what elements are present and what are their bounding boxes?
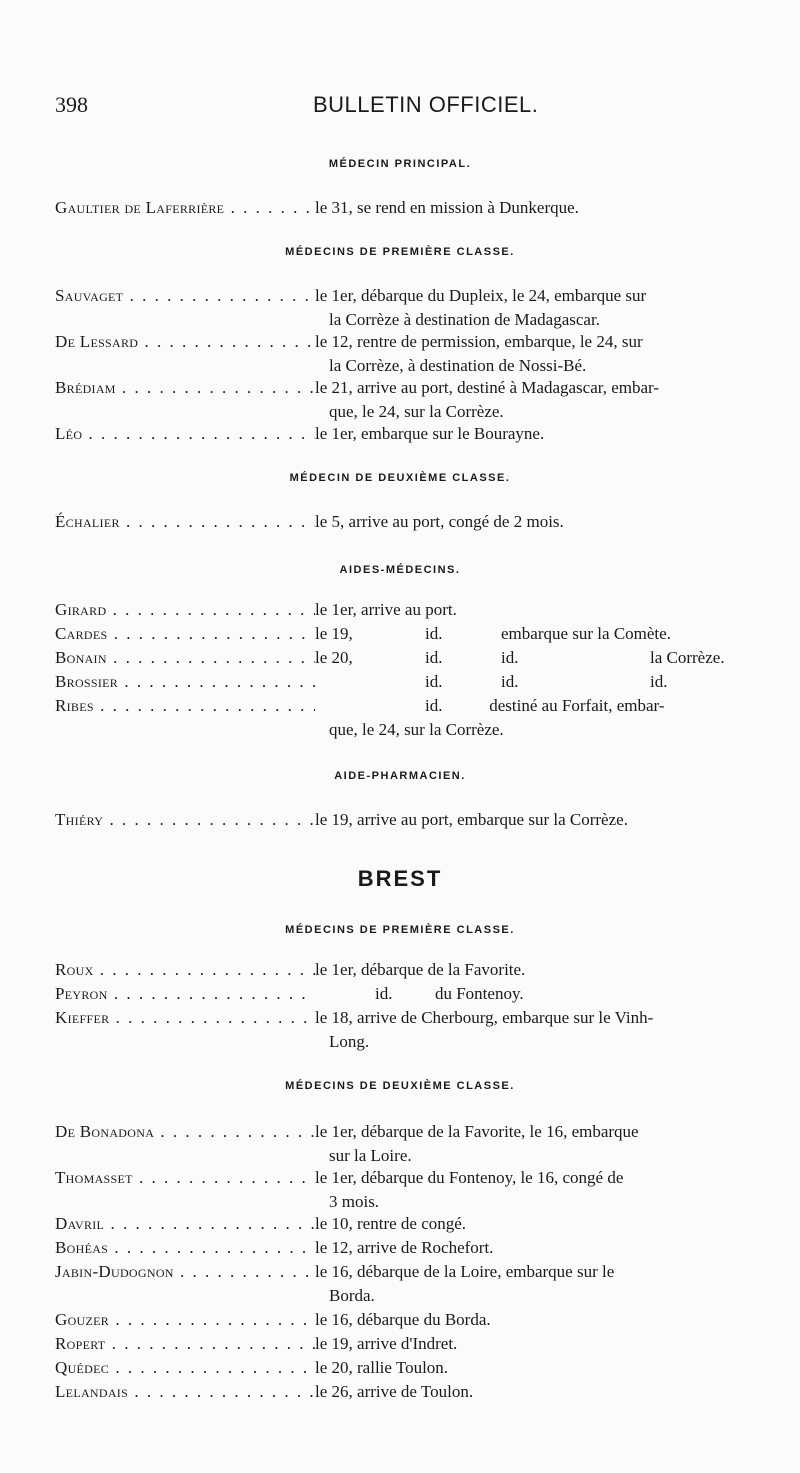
entry-text	[315, 1120, 770, 1168]
page-number: 398	[55, 92, 88, 117]
entry-name: Jabin-Dudognon . . .	[55, 1260, 315, 1284]
entry-text-line: le 1er, débarque du Dupleix, le 24, embarque sur	[315, 286, 647, 305]
entry-text: le 16, débarque du Borda.	[315, 1310, 491, 1329]
entry-name: Sauvaget . . .	[55, 284, 315, 308]
entry-name: Brédiam . . .	[55, 376, 315, 400]
page-header	[55, 92, 755, 122]
entry-date: le 20,	[315, 648, 353, 667]
entry-name: Lelandais . . .	[55, 1380, 315, 1404]
entry-name: Roux . . .	[55, 958, 315, 982]
entry-text-line: le 1er, débarque du Fontenoy, le 16, congé de	[315, 1168, 624, 1187]
entry-text	[315, 1006, 770, 1054]
entry-text	[315, 376, 770, 424]
entry-text-line: Long.	[329, 1032, 370, 1051]
entry-text: le 19, arrive au port, embarque sur la Corrèze.	[315, 810, 628, 829]
entry-text-line: Borda.	[329, 1286, 375, 1305]
entry-text-line: le 1er, débarque de la Favorite, le 16, embarque	[315, 1122, 639, 1141]
section-heading: AIDE-PHARMACIEN.	[334, 770, 466, 782]
entry-text	[315, 284, 770, 332]
entry-text	[315, 622, 770, 646]
entry-id: id.	[501, 648, 519, 667]
entry-name: Ribes . . .	[55, 694, 315, 718]
entry-action: embarque sur la Comète.	[501, 624, 671, 643]
entry-text	[315, 1166, 770, 1214]
city-heading: BREST	[357, 866, 443, 891]
entry-text: id. du Fontenoy.	[375, 984, 524, 1003]
section-heading: AIDES-MÉDECINS.	[339, 564, 461, 576]
entry-text-line: que, le 24, sur la Corrèze.	[329, 402, 504, 421]
entry-name: Thomasset . . .	[55, 1166, 315, 1190]
entry-name: Ropert . . .	[55, 1332, 315, 1356]
entry-ship: la Corrèze.	[650, 648, 725, 667]
entry-text: le 10, rentre de congé.	[315, 1214, 467, 1233]
entry-text	[315, 646, 770, 670]
entry-id: id.	[425, 648, 443, 667]
entry-name: Échalier . . .	[55, 510, 315, 534]
entry-text: le 1er, embarque sur le Bourayne.	[315, 424, 545, 443]
entry-text-line: 3 mois.	[329, 1192, 380, 1211]
entry-text: le 1er, débarque de la Favorite.	[315, 960, 526, 979]
section-heading: MÉDECINS DE PREMIÈRE CLASSE.	[285, 246, 515, 258]
entry-text: le 20, rallie Toulon.	[315, 1358, 449, 1377]
entry-date: le 19,	[315, 624, 353, 643]
entry-text-line: sur la Loire.	[329, 1146, 412, 1165]
entry-name: Bonain . . .	[55, 646, 315, 670]
entry-name: Girard . . .	[55, 598, 315, 622]
entry-text: le 31, se rend en mission à Dunkerque.	[315, 198, 579, 217]
section-heading: MÉDECIN PRINCIPAL.	[328, 158, 472, 170]
entry-text-line: le 21, arrive au port, destiné à Madagascar, embar-	[315, 378, 660, 397]
entry-name: Cardes . . .	[55, 622, 315, 646]
entry-name: De Bonadona . . .	[55, 1120, 315, 1144]
entry-name: Davril . . .	[55, 1212, 315, 1236]
entry-name: Kieffer . . .	[55, 1006, 315, 1030]
entry-name: Thiéry . . .	[55, 808, 315, 832]
entry-text-line: la Corrèze à destination de Madagascar.	[329, 310, 600, 329]
entry-text	[315, 1260, 770, 1308]
running-title: BULLETIN OFFICIEL.	[313, 92, 539, 117]
entry-text	[315, 330, 770, 378]
entry-name: Gouzer . . .	[55, 1308, 315, 1332]
entry-text-line: le 16, débarque de la Loire, embarque sur le	[315, 1262, 615, 1281]
section-heading: MÉDECIN DE DEUXIÈME CLASSE.	[289, 472, 511, 484]
entry-text: le 12, arrive de Rochefort.	[315, 1238, 494, 1257]
entry-id: id.	[501, 672, 519, 691]
entry-name: Quédec . . .	[55, 1356, 315, 1380]
entry-name: De Lessard . . .	[55, 330, 315, 354]
entry-name: Bohéas . . .	[55, 1236, 315, 1260]
entry-text-line: id. destiné au Forfait, embar-	[425, 696, 665, 715]
entry-text-line: que, le 24, sur la Corrèze.	[329, 720, 504, 739]
entry-name: Peyron . . .	[55, 982, 315, 1006]
entry-name: Gaultier de Laferrière . . .	[55, 196, 315, 220]
entry-text: le 5, arrive au port, congé de 2 mois.	[315, 512, 564, 531]
entry-id: id.	[650, 672, 668, 691]
entry-text: le 26, arrive de Toulon.	[315, 1382, 474, 1401]
entry-text-line: le 12, rentre de permission, embarque, le 24, sur	[315, 332, 643, 351]
entry-id: id.	[425, 624, 443, 643]
section-heading: MÉDECINS DE DEUXIÈME CLASSE.	[285, 1080, 515, 1092]
entry-text: le 1er, arrive au port.	[315, 600, 457, 619]
entry-id: id.	[425, 672, 443, 691]
section-heading: MÉDECINS DE PREMIÈRE CLASSE.	[285, 924, 515, 936]
entry-name: Léo . . .	[55, 422, 315, 446]
entry-text-line: la Corrèze, à destination de Nossi-Bé.	[329, 356, 587, 375]
entry-text-line: le 18, arrive de Cherbourg, embarque sur le Vinh-	[315, 1008, 654, 1027]
entry-text: le 19, arrive d'Indret.	[315, 1334, 458, 1353]
entry-text	[315, 694, 770, 742]
entry-name: Brossier . . .	[55, 670, 315, 694]
